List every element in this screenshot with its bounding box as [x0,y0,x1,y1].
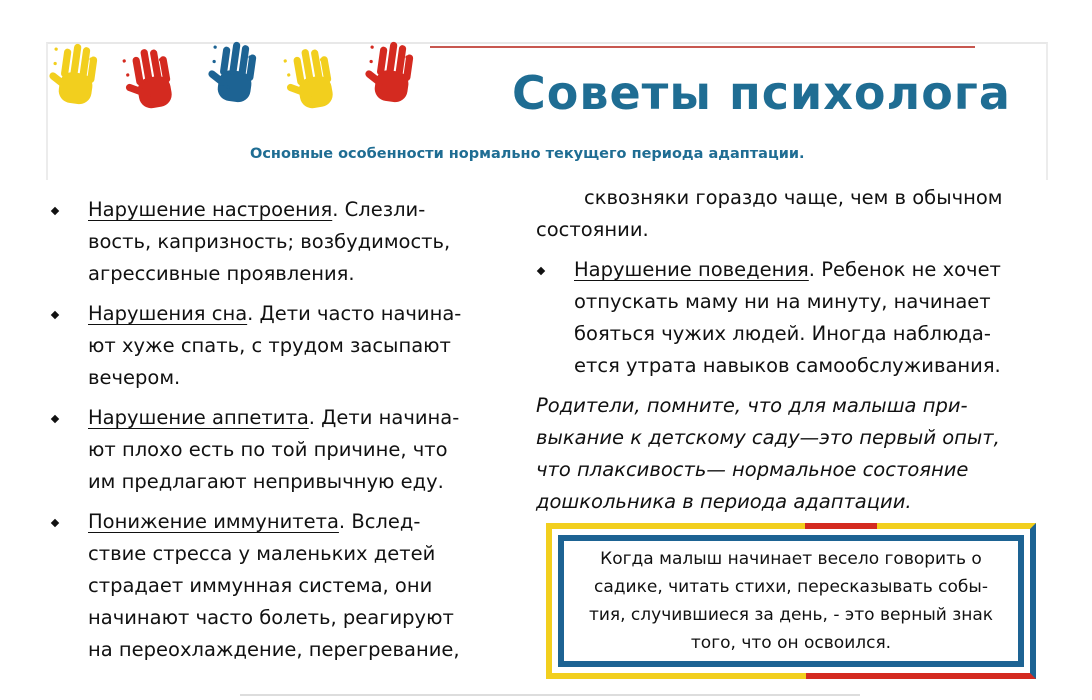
list-item [50,402,510,498]
list-item-line: на переохлаждение, перегревание, [88,638,460,661]
list-item-line: бояться чужих людей. Иногда наблюда- [574,322,991,345]
list-item-line: ется утрата навыков самообслуживания. [574,354,1001,377]
box-line: тия, случившиеся за день, - это верный знак [588,605,994,625]
hand-print-icon [362,40,424,112]
note-line: дошкольника в периода адаптации. [536,490,912,513]
continuation-line: состоянии. [536,218,649,241]
list-item-line: им предлагают непривычную еду. [88,470,444,493]
left-column [50,194,510,674]
right-column [536,182,1046,518]
highlight-box-text [558,535,1024,667]
list-item-line: Понижение иммунитета. Вслед- [88,510,421,533]
item-term: Нарушение настроения [88,198,333,221]
continuation-line: сквозняки гораздо чаще, чем в обычном [584,186,1003,209]
hand-print-icon [46,42,108,114]
box-accent [546,673,806,679]
bullet-icon [537,267,545,275]
header-rule [430,46,975,48]
right-list [536,254,1046,382]
list-item-line: ют плохо есть по той причине, что [88,438,448,461]
page-title: Советы психолога [512,66,1011,120]
box-accent [805,523,877,529]
hand-print-icon [283,46,345,118]
note-line: что плаксивость— нормальное состояние [536,458,969,481]
note-line: выкание к детскому саду—это первый опыт, [536,426,1000,449]
highlight-box [546,523,1036,679]
list-item [536,254,1046,382]
item-term: Нарушение поведения [574,258,809,281]
parents-note [536,390,1046,518]
item-term: Понижение иммунитета [88,510,339,533]
box-line: садике, читать стихи, пересказывать собы- [594,577,988,597]
footer-rule [240,694,860,696]
list-item-line: Нарушение аппетита. Дети начина- [88,406,460,429]
list-item [50,506,510,666]
hand-print-icon [122,46,184,118]
box-line: Когда малыш начинает весело говорить о [600,549,982,569]
list-item-line: вечером. [88,366,181,389]
list-item-line: вость, капризность; возбудимость, [88,230,451,253]
list-item-line: ствие стресса у маленьких детей [88,542,436,565]
bullet-icon [51,519,59,527]
page-subtitle: Основные особенности нормально текущего периода адаптации. [250,146,805,162]
box-line: того, что он освоился. [690,633,892,653]
note-line: Родители, помните, что для малыша при- [536,394,968,417]
list-item [50,298,510,394]
list-item-line: агрессивные проявления. [88,262,355,285]
list-item-line: начинают часто болеть, реагируют [88,606,454,629]
bullet-icon [51,311,59,319]
bullet-icon [51,415,59,423]
list-item [50,194,510,290]
item-term: Нарушения сна [88,302,248,325]
list-item-line: ют хуже спать, с трудом засыпают [88,334,451,357]
bullet-icon [51,207,59,215]
list-item-line: Нарушения сна. Дети часто начина- [88,302,462,325]
item-term: Нарушение аппетита [88,406,309,429]
continuation-text [536,182,1046,246]
list-item-line: Нарушение поведения. Ребенок не хочет [574,258,1001,281]
list-item-line: Нарушение настроения. Слезли- [88,198,426,221]
list-item-line: страдает иммунная система, они [88,574,433,597]
list-item-line: отпускать маму ни на минуту, начинает [574,290,991,313]
hand-print-icon [205,40,267,112]
